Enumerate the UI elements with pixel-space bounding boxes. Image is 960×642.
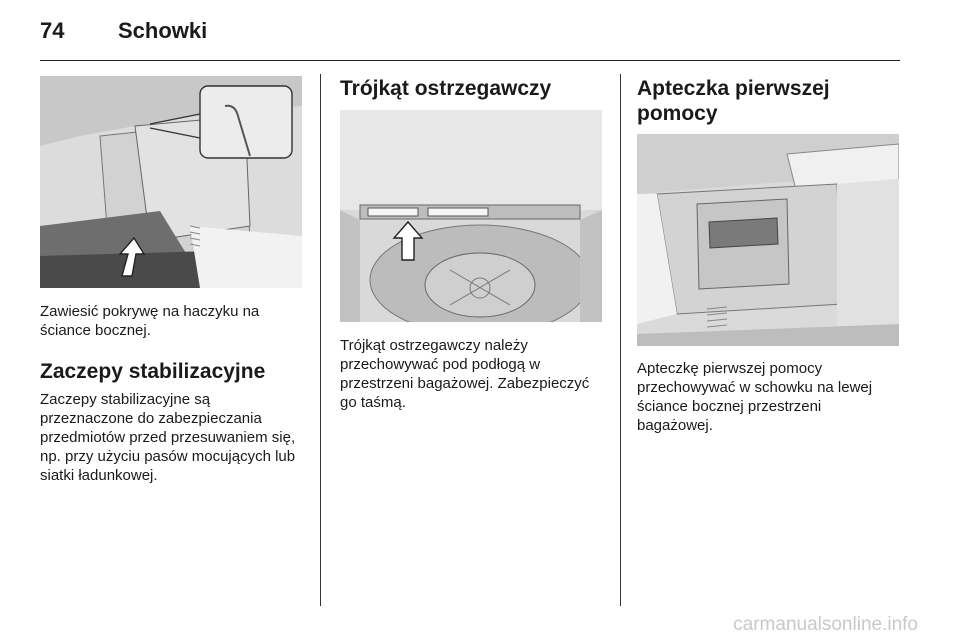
heading-stabilizing-hooks: Zaczepy stabilizacyjne bbox=[40, 360, 266, 383]
section-title: Schowki bbox=[118, 18, 208, 43]
header-rule bbox=[40, 60, 900, 61]
watermark: carmanualsonline.info bbox=[733, 614, 918, 635]
heading-warning-triangle: Trójkąt ostrzegawczy bbox=[340, 77, 552, 100]
first-aid-kit-illustration bbox=[637, 134, 899, 346]
heading-first-aid-kit: Apteczka pierwszej pomocy bbox=[637, 77, 830, 125]
column-divider-2 bbox=[620, 74, 621, 606]
figure-first-aid-kit bbox=[637, 134, 899, 346]
column-divider-1 bbox=[320, 74, 321, 606]
warning-triangle-illustration bbox=[340, 110, 602, 322]
page-number: 74 bbox=[40, 18, 65, 43]
warning-triangle-text: Trójkąt ostrzegawczy należy przechowywać pod podłogą w przestrzeni bagażowej. Zabezpieczyć go taśmą. bbox=[340, 337, 590, 411]
first-aid-kit-text: Apteczkę pierwszej pomocy przechowywać w schowku na lewej ściance bocznej przestrzeni bagażowej. bbox=[637, 360, 873, 434]
figure-warning-triangle bbox=[340, 110, 602, 322]
figure-trunk-side-cover bbox=[40, 76, 302, 288]
trunk-side-cover-illustration bbox=[40, 76, 302, 288]
stabilizing-hooks-text: Zaczepy stabilizacyjne są przeznaczone do zabezpieczania przedmiotów przed przesuwaniem się, np. przy użyciu pasów mocujących lub siatki ładunkowej. bbox=[40, 391, 296, 484]
cover-hook-caption: Zawiesić pokrywę na haczyku na ściance bocznej. bbox=[40, 303, 260, 339]
